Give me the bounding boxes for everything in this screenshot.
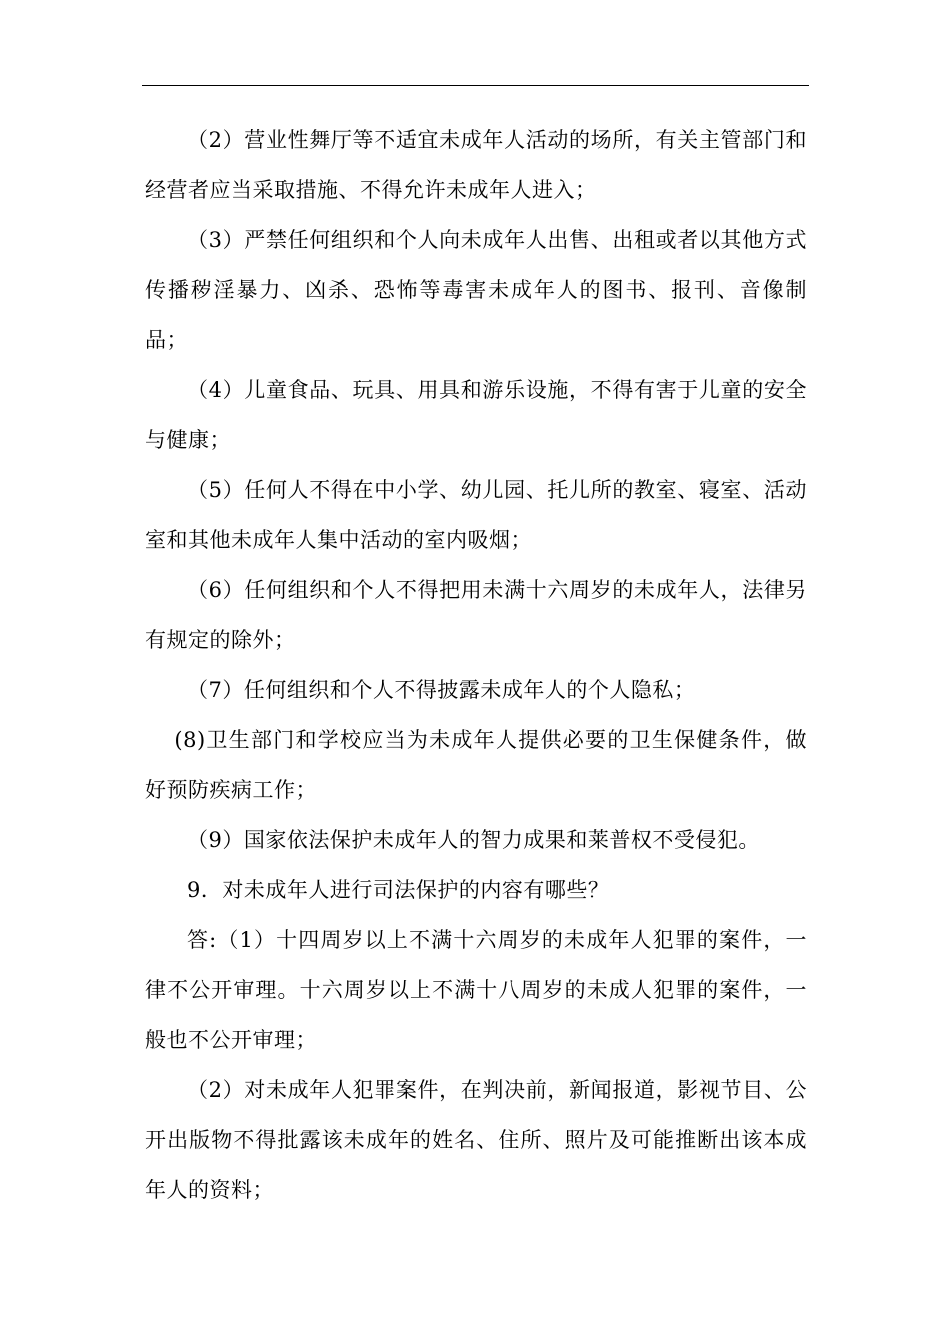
paragraph-item-4: （4）儿童食品、玩具、用具和游乐设施，不得有害于儿童的安全与健康； — [145, 378, 807, 452]
answer-paragraph-1: 答:（1）十四周岁以上不满十六周岁的未成年人犯罪的案件，一律不公开审理。十六周岁以上不满十八周岁的未成人犯罪的案件，一般也不公开审理； — [145, 928, 807, 1052]
paragraph-item-3: （3）严禁任何组织和个人向未成年人出售、出租或者以其他方式传播秽淫暴力、凶杀、恐怖等毒害未成年人的图书、报刊、音像制品； — [145, 228, 807, 352]
paragraph-item-5: （5）任何人不得在中小学、幼儿园、托儿所的教室、寝室、活动室和其他未成年人集中活动的室内吸烟； — [145, 478, 807, 552]
paragraph-item-6: （6）任何组织和个人不得把用未满十六周岁的未成年人，法律另有规定的除外； — [145, 578, 807, 652]
answer-paragraph-2: （2）对未成年人犯罪案件，在判决前，新闻报道，影视节目、公开出版物不得批露该未成年的姓名、住所、照片及可能推断出该本成年人的资料； — [145, 1078, 807, 1202]
paragraph-item-9: （9）国家依法保护未成年人的智力成果和莱普权不受侵犯。 — [187, 828, 760, 852]
question-heading: 9．对未成年人进行司法保护的内容有哪些？ — [187, 878, 610, 902]
document-body — [145, 115, 807, 1215]
paragraph-item-7: （7）任何组织和个人不得披露未成年人的个人隐私； — [187, 678, 696, 702]
header-rule — [142, 85, 809, 86]
paragraph-item-8: (8)卫生部门和学校应当为未成年人提供必要的卫生保健条件，做好预防疾病工作； — [145, 728, 807, 802]
paragraph-item-2: （2）营业性舞厅等不适宜未成年人活动的场所，有关主管部门和经营者应当采取措施、不得允许未成年人进入； — [145, 128, 807, 202]
